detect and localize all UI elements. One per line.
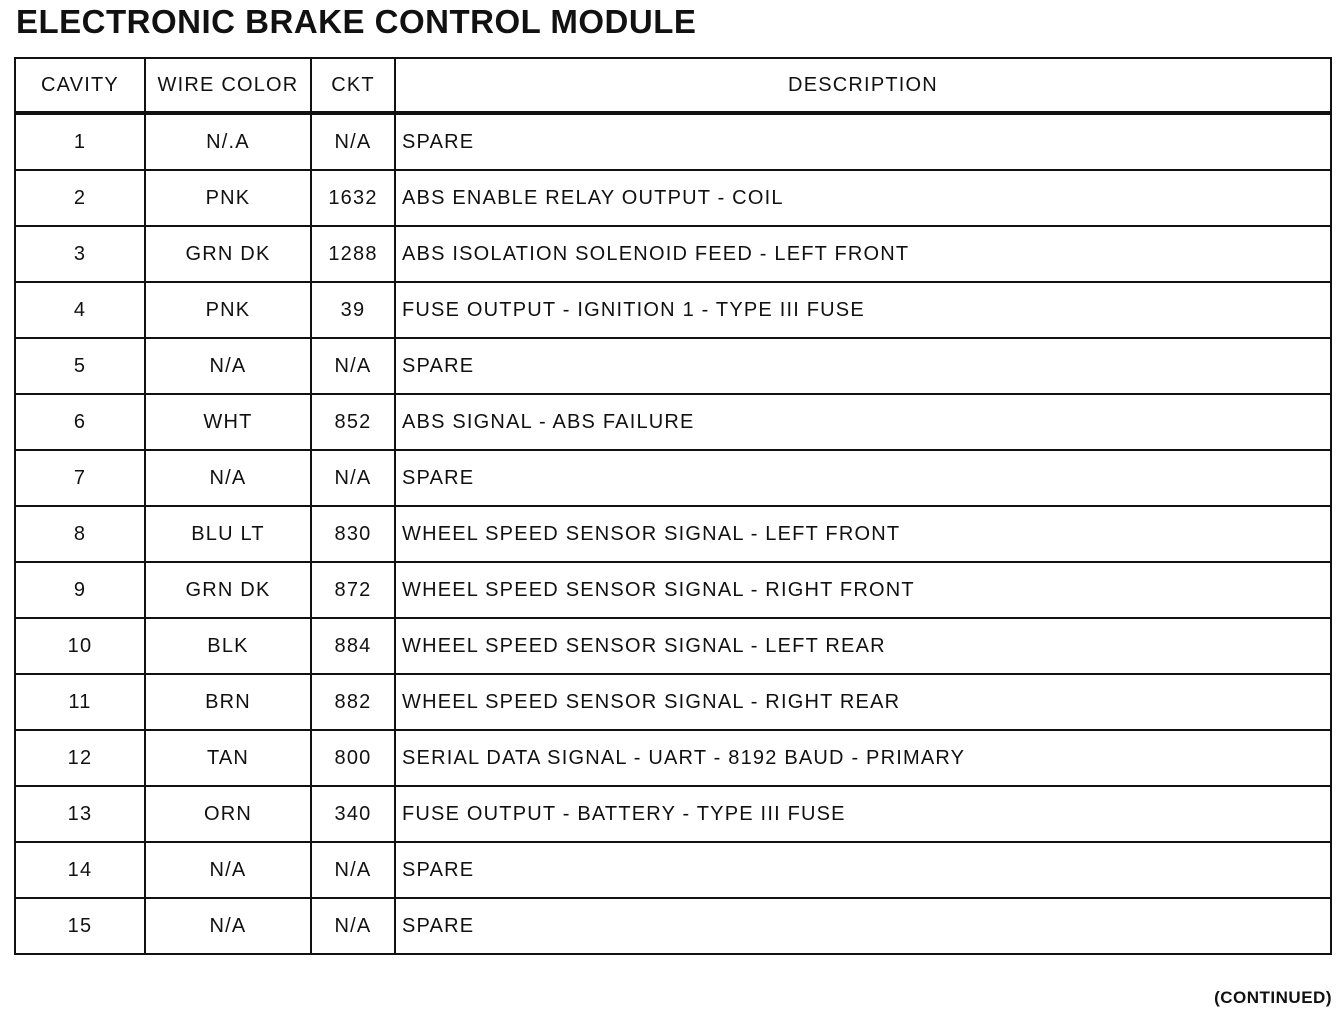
wire-color-cell: BLK — [145, 618, 311, 674]
table-row — [15, 506, 1331, 562]
header-wire-color: WIRE COLOR — [145, 58, 311, 113]
ckt-cell: N/A — [311, 113, 395, 170]
table-row — [15, 842, 1331, 898]
page-title: ELECTRONIC BRAKE CONTROL MODULE — [16, 3, 697, 40]
description-cell: FUSE OUTPUT - BATTERY - TYPE III FUSE — [395, 786, 1331, 842]
header-description: DESCRIPTION — [395, 58, 1331, 113]
ckt-cell: 800 — [311, 730, 395, 786]
wire-color-cell: N/A — [145, 842, 311, 898]
table-row — [15, 226, 1331, 282]
table-row — [15, 170, 1331, 226]
description-cell: SPARE — [395, 842, 1331, 898]
table-row — [15, 898, 1331, 954]
cavity-cell: 15 — [15, 898, 145, 954]
ckt-cell: N/A — [311, 898, 395, 954]
ckt-cell: 1288 — [311, 226, 395, 282]
description-cell: FUSE OUTPUT - IGNITION 1 - TYPE III FUSE — [395, 282, 1331, 338]
cavity-cell: 2 — [15, 170, 145, 226]
ckt-cell: N/A — [311, 450, 395, 506]
ckt-cell: 1632 — [311, 170, 395, 226]
cavity-cell: 4 — [15, 282, 145, 338]
cavity-cell: 5 — [15, 338, 145, 394]
continued-note: (CONTINUED) — [1214, 988, 1332, 1007]
table-row — [15, 618, 1331, 674]
cavity-cell: 8 — [15, 506, 145, 562]
wire-color-cell: GRN DK — [145, 562, 311, 618]
description-cell: ABS SIGNAL - ABS FAILURE — [395, 394, 1331, 450]
cavity-cell: 3 — [15, 226, 145, 282]
table-row — [15, 394, 1331, 450]
table-row — [15, 562, 1331, 618]
description-cell: SPARE — [395, 338, 1331, 394]
table-row — [15, 786, 1331, 842]
wire-color-cell: PNK — [145, 170, 311, 226]
description-cell: SPARE — [395, 898, 1331, 954]
ckt-cell: 872 — [311, 562, 395, 618]
table-row — [15, 113, 1331, 170]
ckt-cell: 340 — [311, 786, 395, 842]
table-row — [15, 282, 1331, 338]
wire-color-cell: N/A — [145, 338, 311, 394]
description-cell: WHEEL SPEED SENSOR SIGNAL - LEFT FRONT — [395, 506, 1331, 562]
ckt-cell: 830 — [311, 506, 395, 562]
ckt-cell: 884 — [311, 618, 395, 674]
cavity-cell: 6 — [15, 394, 145, 450]
table-row — [15, 730, 1331, 786]
ckt-cell: 852 — [311, 394, 395, 450]
wire-color-cell: GRN DK — [145, 226, 311, 282]
ckt-cell: N/A — [311, 842, 395, 898]
table-row — [15, 674, 1331, 730]
description-cell: SPARE — [395, 113, 1331, 170]
description-cell: WHEEL SPEED SENSOR SIGNAL - RIGHT FRONT — [395, 562, 1331, 618]
wire-color-cell: N/A — [145, 450, 311, 506]
cavity-cell: 1 — [15, 113, 145, 170]
wire-color-cell: TAN — [145, 730, 311, 786]
table-row — [15, 338, 1331, 394]
wire-color-cell: WHT — [145, 394, 311, 450]
cavity-cell: 12 — [15, 730, 145, 786]
wire-color-cell: ORN — [145, 786, 311, 842]
description-cell: ABS ISOLATION SOLENOID FEED - LEFT FRONT — [395, 226, 1331, 282]
description-cell: ABS ENABLE RELAY OUTPUT - COIL — [395, 170, 1331, 226]
wire-color-cell: N/A — [145, 898, 311, 954]
wire-color-cell: N/.A — [145, 113, 311, 170]
cavity-cell: 10 — [15, 618, 145, 674]
cavity-cell: 13 — [15, 786, 145, 842]
wire-color-cell: BLU LT — [145, 506, 311, 562]
cavity-cell: 7 — [15, 450, 145, 506]
description-cell: SERIAL DATA SIGNAL - UART - 8192 BAUD - PRIMARY — [395, 730, 1331, 786]
header-cavity: CAVITY — [15, 58, 145, 113]
ckt-cell: 882 — [311, 674, 395, 730]
cavity-cell: 9 — [15, 562, 145, 618]
table-row — [15, 450, 1331, 506]
wire-color-cell: BRN — [145, 674, 311, 730]
description-cell: WHEEL SPEED SENSOR SIGNAL - LEFT REAR — [395, 618, 1331, 674]
ckt-cell: N/A — [311, 338, 395, 394]
wire-color-cell: PNK — [145, 282, 311, 338]
table-header-row — [15, 58, 1331, 113]
header-ckt: CKT — [311, 58, 395, 113]
cavity-cell: 14 — [15, 842, 145, 898]
ckt-cell: 39 — [311, 282, 395, 338]
pinout-table — [14, 57, 1332, 955]
description-cell: SPARE — [395, 450, 1331, 506]
description-cell: WHEEL SPEED SENSOR SIGNAL - RIGHT REAR — [395, 674, 1331, 730]
cavity-cell: 11 — [15, 674, 145, 730]
